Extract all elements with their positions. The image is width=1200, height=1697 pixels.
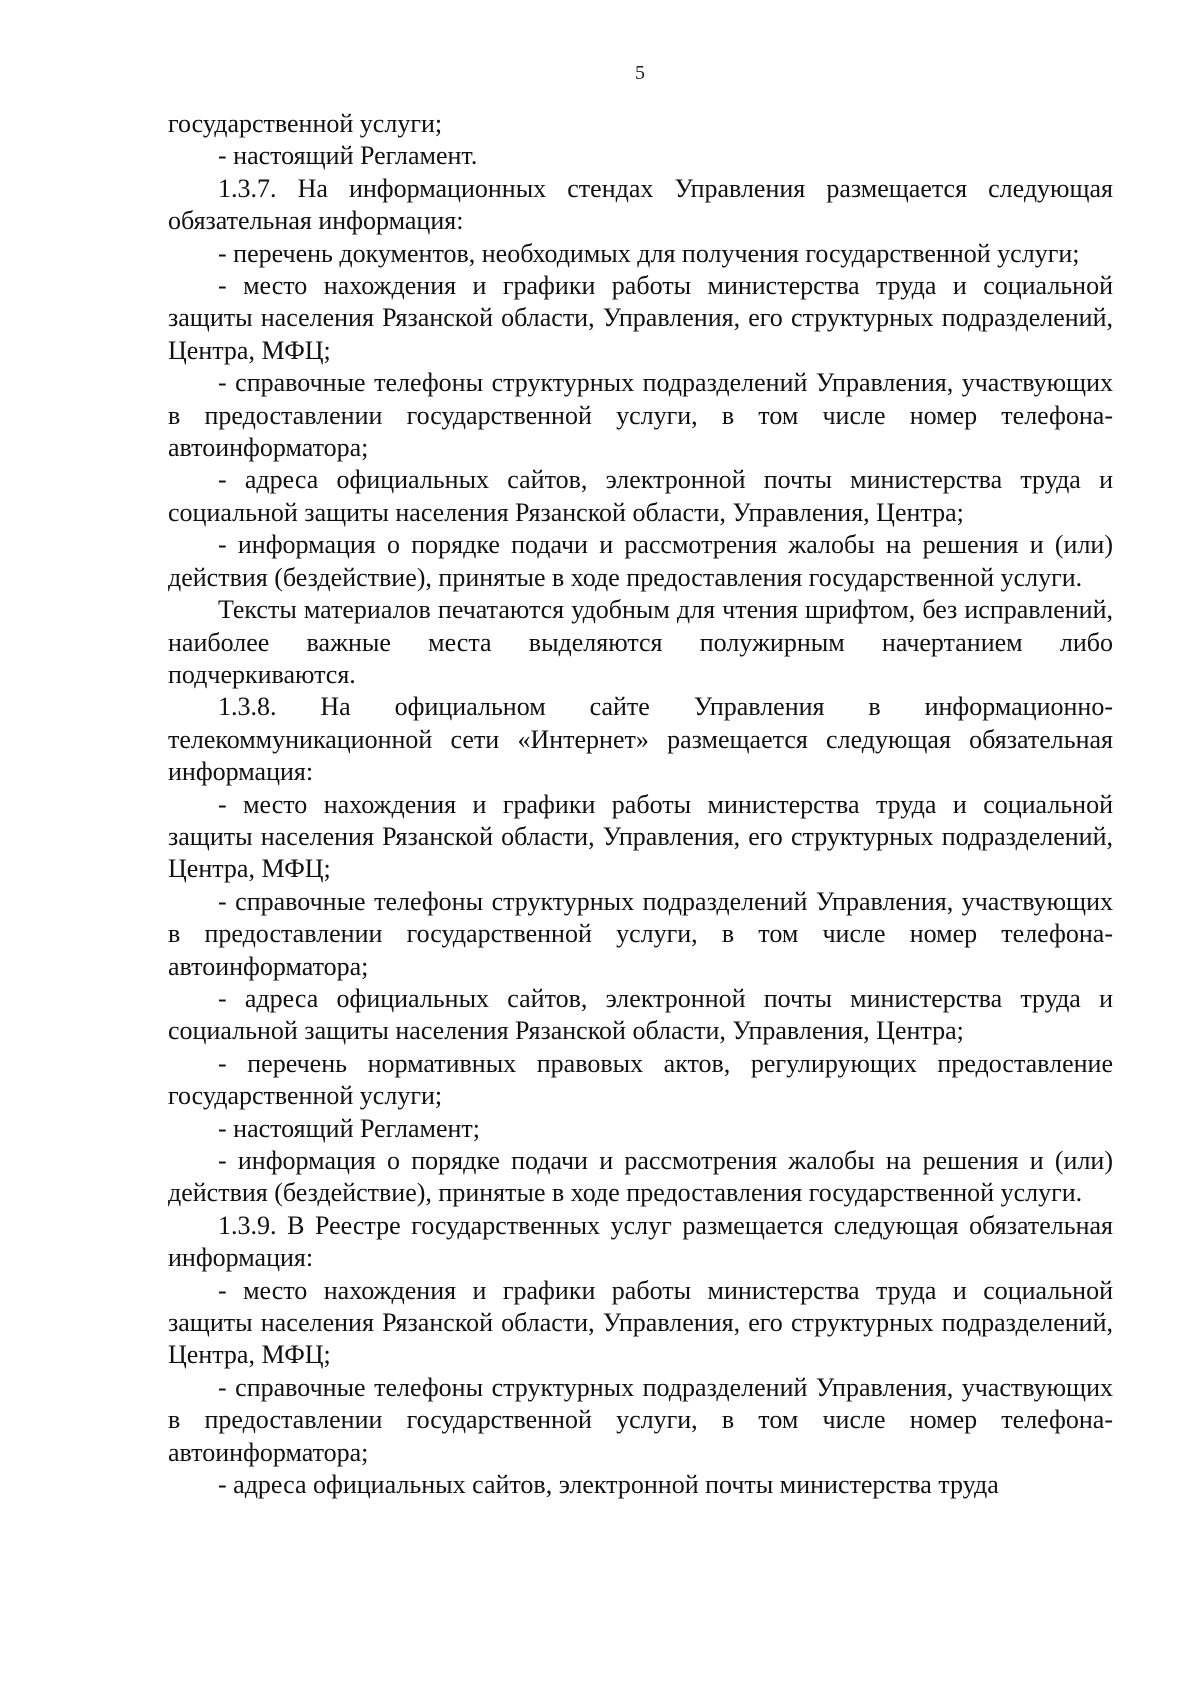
paragraph: - адреса официальных сайтов, электронной почты министерства труда <box>218 1470 999 1500</box>
paragraph: - перечень документов, необходимых для получения государственной услуги; <box>218 238 1080 268</box>
paragraph: Тексты материалов печатаются удобным для чтения шрифтом, без исправлений, наиболее важные места выделяются полужирным начертанием либо подчеркиваются. <box>168 595 1113 689</box>
paragraph: - информация о порядке подачи и рассмотрения жалобы на решения и (или) действия (бездействие), принятые в ходе предоставления государственной услуги. <box>168 530 1113 592</box>
paragraph: - место нахождения и графики работы министерства труда и социальной защиты населения Рязанской области, Управления, его структурных подразделений, Центра, МФЦ; <box>168 1275 1113 1370</box>
document-body <box>168 108 1113 1501</box>
paragraph: 1.3.8. На официальном сайте Управления в информационно-телекоммуникационной сети «Интернет» размещается следующая обязательная информация: <box>168 692 1113 787</box>
paragraph: - адреса официальных сайтов, электронной почты министерства труда и социальной защиты населения Рязанской области, Управления, Центра; <box>168 465 1113 527</box>
paragraph: - адреса официальных сайтов, электронной почты министерства труда и социальной защиты населения Рязанской области, Управления, Центра; <box>168 983 1113 1046</box>
paragraph: 1.3.9. В Реестре государственных услуг размещается следующая обязательная информация: <box>168 1210 1113 1273</box>
paragraph: - перечень нормативных правовых актов, регулирующих предоставление государственной услуги; <box>168 1048 1113 1111</box>
paragraph: - место нахождения и графики работы министерства труда и социальной защиты населения Рязанской области, Управления, его структурных подразделений, Центра, МФЦ; <box>168 789 1113 884</box>
paragraph: - справочные телефоны структурных подразделений Управления, участвующих в предоставлении государственной услуги, в том числе номер телефона-автоинформатора; <box>168 1372 1113 1467</box>
paragraph: - справочные телефоны структурных подразделений Управления, участвующих в предоставлении государственной услуги, в том числе номер телефона-автоинформатора; <box>168 368 1113 463</box>
paragraph: - справочные телефоны структурных подразделений Управления, участвующих в предоставлении государственной услуги, в том числе номер телефона-автоинформатора; <box>168 886 1113 981</box>
paragraph: 1.3.7. На информационных стендах Управления размещается следующая обязательная информация: <box>168 173 1113 236</box>
page-number: 5 <box>635 62 645 84</box>
paragraph: - настоящий Регламент. <box>218 141 478 171</box>
paragraph: - информация о порядке подачи и рассмотрения жалобы на решения и (или) действия (бездействие), принятые в ходе предоставления государственной услуги. <box>168 1146 1113 1208</box>
paragraph: государственной услуги; <box>168 109 443 138</box>
paragraph: - настоящий Регламент; <box>218 1113 480 1143</box>
paragraph: - место нахождения и графики работы министерства труда и социальной защиты населения Рязанской области, Управления, его структурных подразделений, Центра, МФЦ; <box>168 271 1113 365</box>
